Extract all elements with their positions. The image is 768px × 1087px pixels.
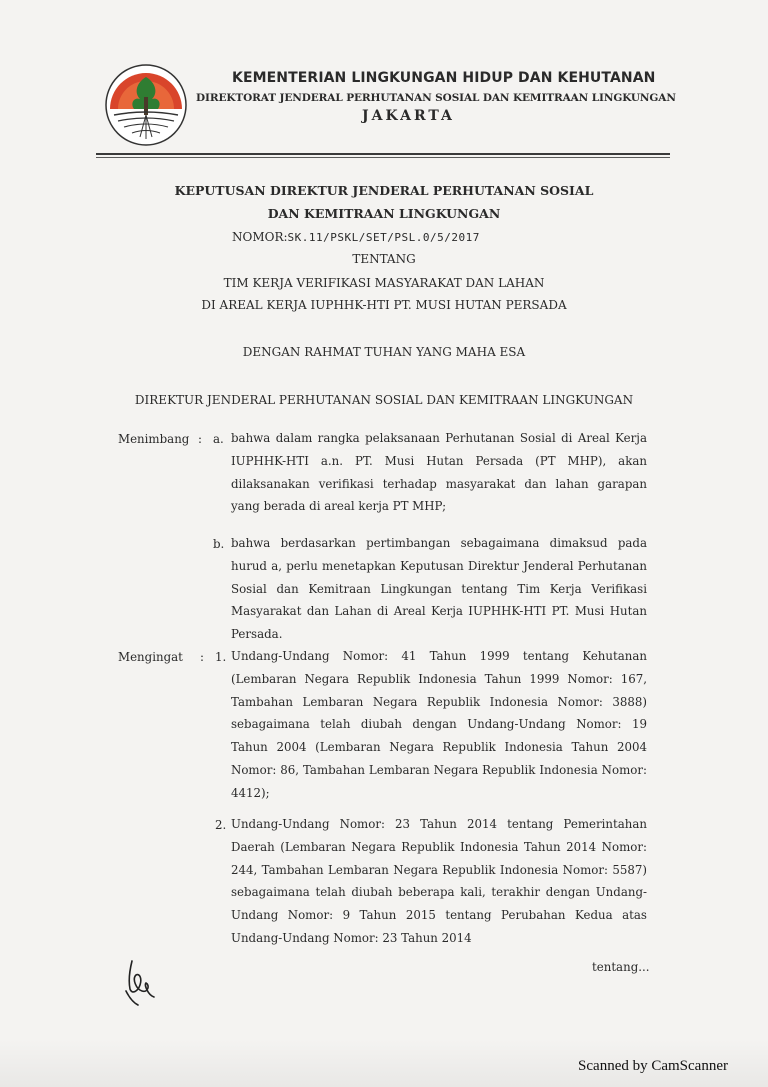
menimbang-item-a: bahwa dalam rangka pelaksanaan Perhutanan Sosial di Areal Kerja IUPHHK-HTI a.n. PT. Musi Hutan Persada (PT MHP), akan dilaksanakan verifikasi terhadap masyarakat dan lahan garapan yang berada di areal kerja PT MHP; [231,431,647,514]
decree-number-value: SK.11/PSKL/SET/PSL.0/5/2017 [287,231,480,244]
decree-title-line1: KEPUTUSAN DIREKTUR JENDERAL PERHUTANAN SOSIAL [174,183,594,198]
menimbang-item-b-marker: b. [213,537,225,551]
ministry-emblem-icon [104,63,188,147]
letterhead-divider-thin [96,157,670,158]
menimbang-item-b: bahwa berdasarkan pertimbangan sebagaimana dimaksud pada hurud a, perlu menetapkan Keputusan Direktur Jenderal Perhutanan Sosial dan Kemitraan Lingkungan tentang Tim Kerja Verifikasi Masyarakat dan Lahan di Areal Kerja IUPHHK-HTI PT. Musi Hutan Persada. [231,536,647,642]
directorate-name: DIREKTORAT JENDERAL PERHUTANAN SOSIAL DAN KEMITRAAN LINGKUNGAN [196,92,676,104]
menimbang-colon: : [198,432,202,446]
paraf-signature-icon [118,955,168,1010]
continuation-text: tentang... [592,960,650,974]
decree-title-line2: DAN KEMITRAAN LINGKUNGAN [267,206,501,221]
decree-number-label: NOMOR: [232,230,288,244]
mengingat-item-2-marker: 2. [215,818,227,832]
ministry-name: KEMENTERIAN LINGKUNGAN HIDUP DAN KEHUTANAN [232,70,656,86]
tentang-heading: TENTANG [352,252,416,266]
city-name: JAKARTA [362,108,455,124]
menimbang-item-a-marker: a. [213,432,224,446]
menimbang-label: Menimbang [118,432,190,446]
rahmat-line: DENGAN RAHMAT TUHAN YANG MAHA ESA [242,345,526,359]
scanner-watermark: Scanned by CamScanner [578,1058,728,1074]
mengingat-label: Mengingat [118,650,183,664]
subject-line2: DI AREAL KERJA IUPHHK-HTI PT. MUSI HUTAN PERSADA [201,298,567,312]
subject-line1: TIM KERJA VERIFIKASI MASYARAKAT DAN LAHAN [223,276,545,290]
authority-line: DIREKTUR JENDERAL PERHUTANAN SOSIAL DAN KEMITRAAN LINGKUNGAN [134,393,634,407]
decree-number [232,230,480,244]
mengingat-item-2: Undang-Undang Nomor: 23 Tahun 2014 tentang Pemerintahan Daerah (Lembaran Negara Republik Indonesia Tahun 2014 Nomor: 244, Tambahan Lembaran Negara Republik Indonesia Nomor: 5587) sebagaimana telah diubah beberapa kali, terakhir dengan Undang-Undang Nomor: 9 Tahun 2015 tentang Perubahan Kedua atas Undang-Undang Nomor: 23 Tahun 2014 [231,817,647,945]
letterhead-divider [96,153,670,155]
mengingat-item-1: Undang-Undang Nomor: 41 Tahun 1999 tentang Kehutanan (Lembaran Negara Republik Indonesia Tahun 1999 Nomor: 167, Tambahan Lembaran Negara Republik Indonesia Nomor: 3888) sebagaimana telah diubah dengan Undang-Undang Nomor: 19 Tahun 2004 (Lembaran Negara Republik Indonesia Tahun 2004 Nomor: 86, Tambahan Lembaran Negara Republik Indonesia Nomor: 4412); [231,649,647,800]
mengingat-colon: : [200,650,204,664]
mengingat-item-1-marker: 1. [215,650,227,664]
